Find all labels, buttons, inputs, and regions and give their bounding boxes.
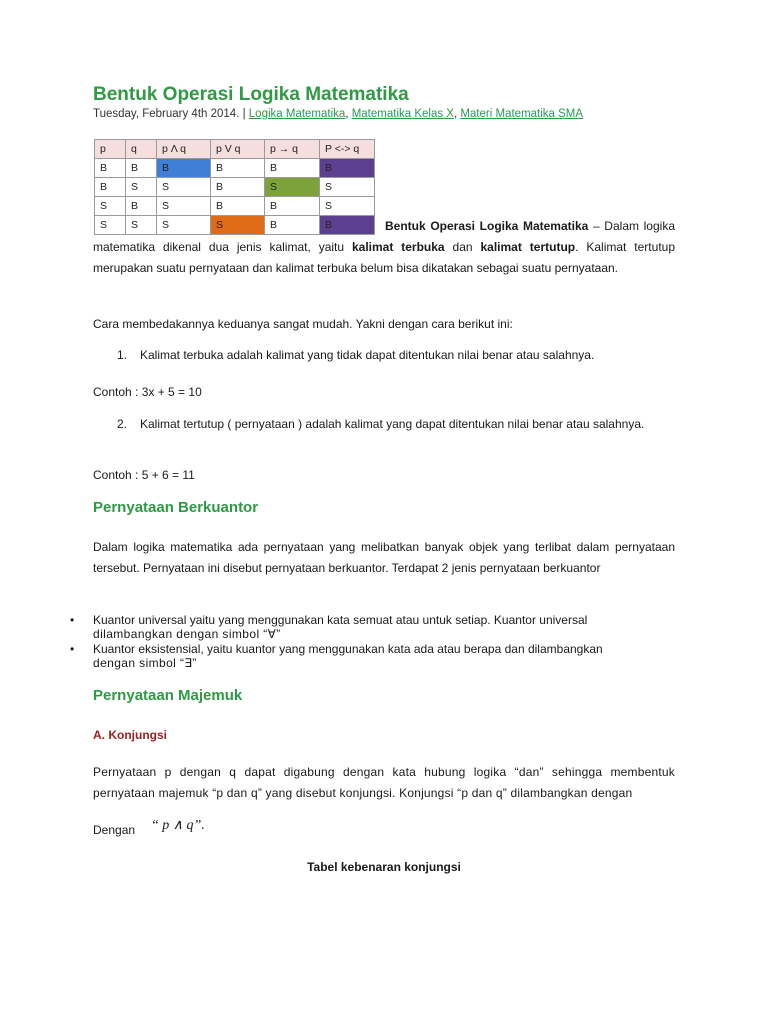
category-link-logika[interactable]: Logika Matematika — [248, 108, 346, 120]
post-date: Tuesday, February 4th 2014. | — [93, 108, 249, 120]
bullet-item — [93, 642, 675, 670]
item-text: Kalimat terbuka adalah kalimat yang tidak dapat ditentukan nilai benar atau salahnya. — [140, 348, 595, 362]
table-caption: Tabel kebenaran konjungsi — [307, 860, 461, 874]
header-cell: P <-> q — [320, 140, 375, 159]
table-cell: B — [320, 159, 375, 178]
table-cell: S — [126, 216, 157, 235]
item-number: 2. — [117, 417, 128, 431]
table-cell: S — [157, 178, 211, 197]
table-cell: S — [157, 216, 211, 235]
table-cell: S — [320, 178, 375, 197]
header-cell: p V q — [211, 140, 265, 159]
table-cell: B — [126, 197, 157, 216]
example-2: Contoh : 5 + 6 = 11 — [93, 468, 195, 482]
header-cell: p Λ q — [157, 140, 211, 159]
heading-konjungsi: A. Konjungsi — [93, 728, 167, 742]
bullet-line: dengan simbol “∃” — [93, 656, 197, 670]
table-row — [95, 178, 375, 197]
table-cell: S — [157, 197, 211, 216]
table-cell: B — [320, 216, 375, 235]
table-cell: B — [265, 216, 320, 235]
header-cell: q — [126, 140, 157, 159]
heading-majemuk: Pernyataan Majemuk — [93, 687, 243, 704]
separator: , — [345, 108, 352, 120]
post-meta — [93, 108, 583, 120]
category-link-kelas-x[interactable]: Matematika Kelas X — [351, 108, 454, 120]
intro-term-closed: kalimat tertutup — [480, 240, 576, 254]
intro-text: dan — [444, 240, 481, 254]
bullet-item — [93, 613, 675, 641]
intro-lead: Bentuk Operasi Logika Matematika — [385, 219, 589, 233]
table-cell: B — [265, 159, 320, 178]
conjunction-formula: “ p ∧ q”. — [151, 818, 205, 833]
table-cell: S — [95, 197, 126, 216]
page-title: Bentuk Operasi Logika Matematika — [93, 84, 409, 105]
dengan-label: Dengan — [93, 823, 136, 837]
table-cell: S — [95, 216, 126, 235]
bullet-line: dilambangkan dengan simbol “∀” — [93, 627, 281, 641]
table-cell: B — [95, 159, 126, 178]
table-cell: S — [126, 178, 157, 197]
bullet-dot: • — [70, 642, 75, 656]
intro-term-open: kalimat terbuka — [351, 240, 445, 254]
table-cell: B — [211, 159, 265, 178]
heading-berkuantor: Pernyataan Berkuantor — [93, 499, 259, 516]
diff-paragraph: Cara membedakannya keduanya sangat mudah. Yakni dengan cara berikut ini: — [93, 317, 513, 331]
table-cell: B — [95, 178, 126, 197]
table-cell: B — [126, 159, 157, 178]
item-number: 1. — [117, 348, 128, 362]
table-cell: S — [265, 178, 320, 197]
intro-text: . Kalimat tertutup merupakan suatu pernyataan dan kalimat terbuka belum bisa dikatakan sebagai suatu pernyataan. — [93, 240, 675, 275]
table-row — [95, 197, 375, 216]
table-cell: B — [265, 197, 320, 216]
table-row — [95, 159, 375, 178]
table-cell: S — [320, 197, 375, 216]
table-cell: B — [211, 178, 265, 197]
separator: , — [453, 108, 461, 120]
header-cell: p → q — [265, 140, 320, 159]
intro-paragraph — [93, 216, 675, 279]
konjungsi-paragraph: Pernyataan p dengan q dapat digabung dengan kata hubung logika “dan” sehingga membentuk pernyataan majemuk “p dan q” yang disebut konjungsi. Konjungsi “p dan q” dilambangkan dengan — [93, 765, 675, 800]
kuantor-paragraph: Dalam logika matematika ada pernyataan yang melibatkan banyak objek yang terlibat dalam pernyataan tersebut. Pernyataan ini disebut pernyataan berkuantor. Terdapat 2 jenis pernyataan berkuantor — [93, 540, 675, 575]
example-1: Contoh : 3x + 5 = 10 — [93, 385, 202, 399]
header-cell: p — [95, 140, 126, 159]
category-link-sma[interactable]: Materi Matematika SMA — [460, 108, 584, 120]
bullet-line: Kuantor universal yaitu yang menggunakan kata semuat atau untuk setiap. Kuantor universal — [93, 613, 588, 627]
truth-table-header — [95, 140, 375, 159]
table-cell: S — [211, 216, 265, 235]
bullet-dot: • — [70, 613, 75, 627]
item-text: Kalimat tertutup ( pernyataan ) adalah kalimat yang dapat ditentukan nilai benar atau salahnya. — [140, 417, 645, 431]
intro-text: – Dalam logika matematika dikenal dua jenis kalimat, yaitu — [93, 219, 675, 254]
table-cell: B — [157, 159, 211, 178]
bullet-line: Kuantor eksistensial, yaitu kuantor yang menggunakan kata ada atau berapa dan dilambangkan — [93, 642, 603, 656]
table-cell: B — [211, 197, 265, 216]
